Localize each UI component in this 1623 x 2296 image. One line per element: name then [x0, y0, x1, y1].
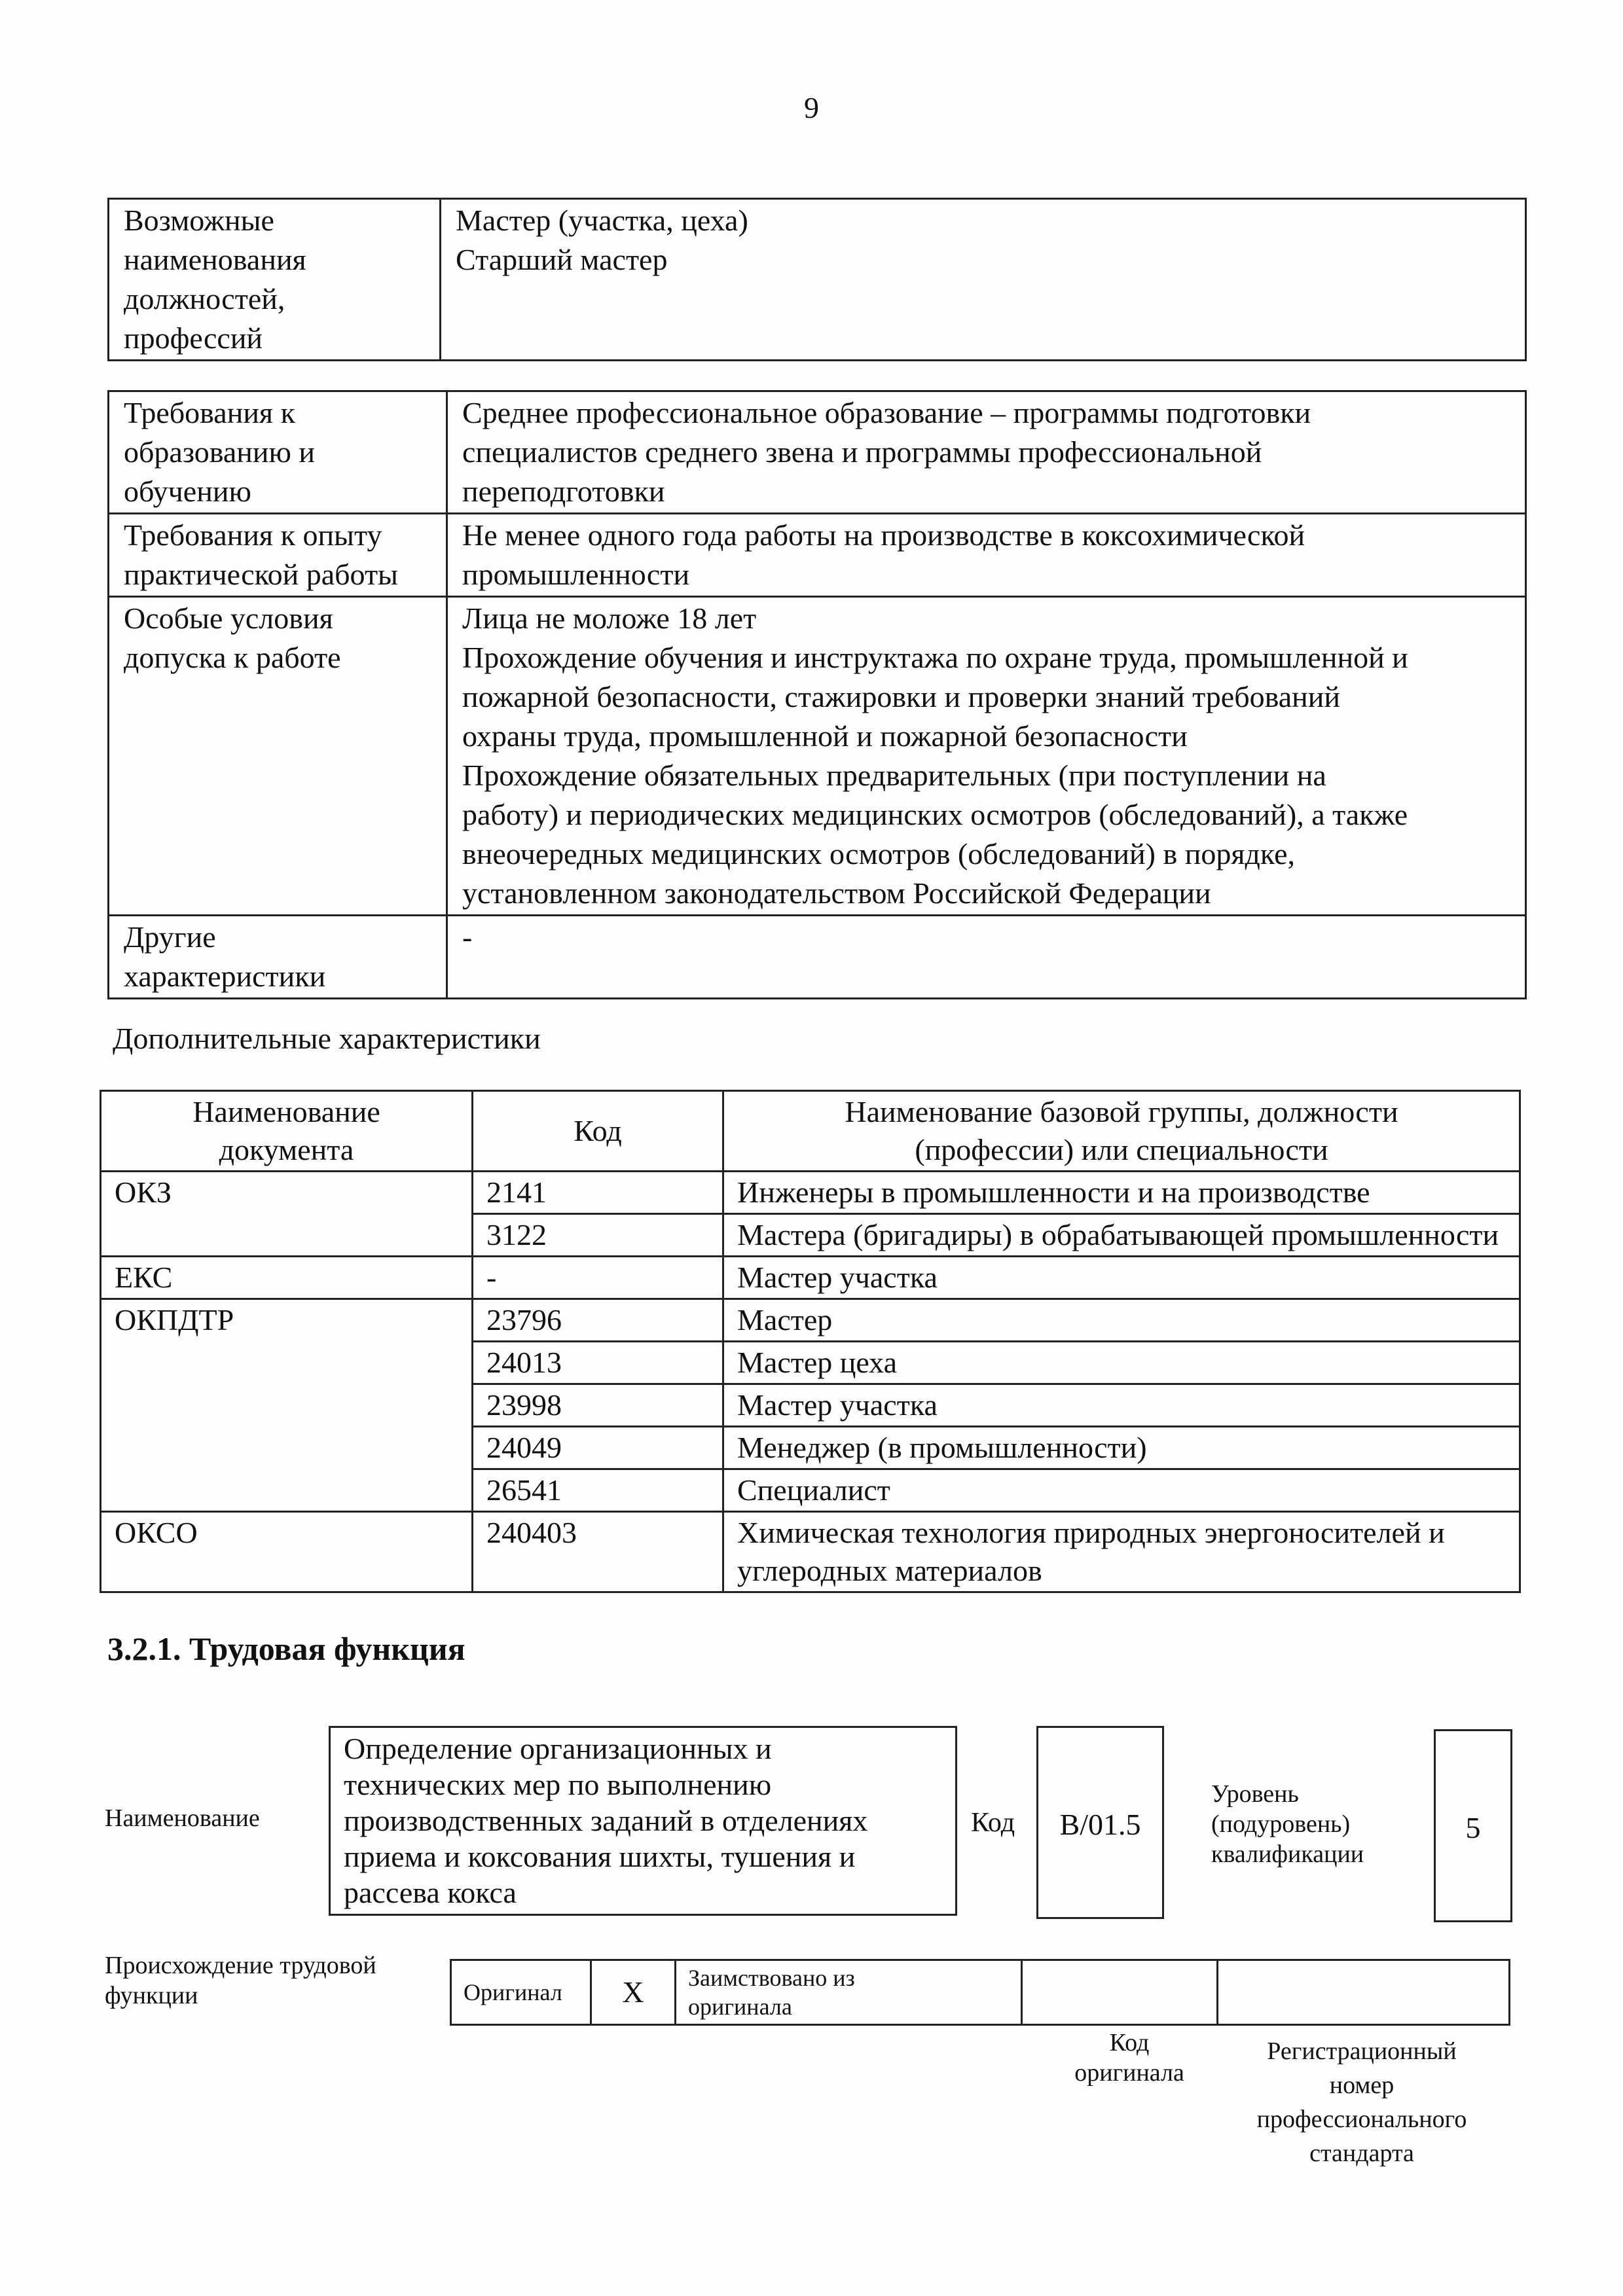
requirement-label: [109, 514, 447, 597]
label-line: Требования к опыту: [124, 518, 382, 552]
value-line: внеочередных медицинских осмотров (обследований) в порядке,: [462, 837, 1296, 870]
function-name-line: приема и коксования шихты, тушения и: [344, 1840, 856, 1873]
function-name-line: рассева кокса: [344, 1876, 517, 1909]
header-line: документа: [219, 1133, 354, 1166]
code-caption: [1051, 2028, 1208, 2088]
value-line: работу) и периодических медицинских осмотров (обследований), а также: [462, 798, 1408, 831]
row-name: Специалист: [723, 1469, 1520, 1512]
borrowed-label-line: оригинала: [688, 1994, 792, 2020]
label-line: Другие: [124, 920, 216, 954]
caption-line: профессионального: [1256, 2106, 1467, 2133]
caption-line: оригинала: [1074, 2059, 1184, 2087]
function-name-line: технических мер по выполнению: [344, 1768, 772, 1801]
positions-label-line: Возможные: [124, 204, 274, 237]
positions-label: [109, 199, 441, 361]
original-mark: X: [591, 1960, 676, 2025]
function-name-label: Наименование: [105, 1804, 260, 1832]
label-line: обучению: [124, 475, 251, 508]
code-value-box: B/01.5: [1036, 1726, 1164, 1919]
row-name: Мастер: [723, 1299, 1520, 1342]
header-code: Код: [473, 1091, 723, 1172]
borrowed-label-line: Заимствовано из: [688, 1965, 855, 1991]
label-line: характеристики: [124, 960, 326, 993]
requirement-value: [447, 391, 1526, 514]
value-line: охраны труда, промышленной и пожарной безопасности: [462, 719, 1188, 753]
row-name: Химическая технология природных энергоносителей и углеродных материалов: [723, 1512, 1520, 1592]
function-name-box: [329, 1726, 957, 1916]
value-line: -: [462, 920, 473, 954]
value-line: Прохождение обучения и инструктажа по охране труда, промышленной и: [462, 641, 1408, 674]
reg-number-cell: [1218, 1960, 1510, 2025]
row-doc: ОКЗ: [101, 1172, 473, 1257]
value-line: пожарной безопасности, стажировки и проверки знаний требований: [462, 680, 1341, 713]
row-name: Мастер участка: [723, 1257, 1520, 1299]
header-name: [723, 1091, 1520, 1172]
caption-line: Регистрационный: [1267, 2037, 1457, 2065]
caption-line: Код: [1109, 2029, 1150, 2056]
requirement-row: [109, 597, 1526, 916]
origin-table: [450, 1959, 1510, 2026]
label-line: Особые условия: [124, 601, 333, 635]
requirement-value: [447, 916, 1526, 999]
value-line: установленном законодательством Российской Федерации: [462, 876, 1211, 910]
requirement-row: [109, 391, 1526, 514]
function-name-line: производственных заданий в отделениях: [344, 1804, 868, 1837]
positions-label-line: профессий: [124, 321, 263, 355]
row-code: 23998: [473, 1384, 723, 1427]
code-label: Код: [971, 1808, 1015, 1838]
position-value: Мастер (участка, цеха): [456, 204, 748, 237]
reg-caption: [1218, 2034, 1506, 2170]
label-line: образованию и: [124, 435, 315, 469]
additional-table: [100, 1090, 1521, 1593]
row-name: Менеджер (в промышленности): [723, 1427, 1520, 1469]
row-code: 2141: [473, 1172, 723, 1214]
positions-label-line: наименования: [124, 243, 306, 276]
row-code: 23796: [473, 1299, 723, 1342]
row-code: 24013: [473, 1342, 723, 1384]
requirement-value: [447, 597, 1526, 916]
header-document: [101, 1091, 473, 1172]
requirements-table: [107, 390, 1527, 999]
table-row: [101, 1512, 1520, 1592]
level-label: [1211, 1779, 1364, 1869]
requirement-row: [109, 916, 1526, 999]
row-code: 240403: [473, 1512, 723, 1592]
table-row: [101, 1299, 1520, 1342]
row-code: 26541: [473, 1469, 723, 1512]
header-line: Наименование: [192, 1095, 380, 1128]
position-value: Старший мастер: [456, 243, 668, 276]
positions-label-line: должностей,: [124, 282, 285, 315]
level-label-line: квалификации: [1211, 1840, 1364, 1868]
borrowed-label: [676, 1960, 1022, 2025]
row-name: Мастера (бригадиры) в обрабатывающей промышленности: [723, 1214, 1520, 1257]
origin-label-line: функции: [105, 1982, 198, 2009]
row-code: -: [473, 1257, 723, 1299]
value-line: Не менее одного года работы на производстве в коксохимической: [462, 518, 1305, 552]
requirement-label: [109, 916, 447, 999]
positions-table: [107, 198, 1527, 361]
origin-label-line: Происхождение трудовой: [105, 1952, 376, 1979]
requirement-label: [109, 391, 447, 514]
value-line: переподготовки: [462, 475, 665, 508]
row-doc: ЕКС: [101, 1257, 473, 1299]
requirement-label: [109, 597, 447, 916]
row-name: Инженеры в промышленности и на производстве: [723, 1172, 1520, 1214]
value-line: Лица не моложе 18 лет: [462, 601, 757, 635]
caption-line: номер: [1329, 2072, 1395, 2099]
value-line: Прохождение обязательных предварительных (при поступлении на: [462, 759, 1326, 792]
table-row: [101, 1172, 1520, 1214]
level-label-line: (подуровень): [1211, 1810, 1351, 1838]
origin-label: [105, 1950, 376, 2011]
caption-line: стандарта: [1309, 2140, 1414, 2167]
additional-title: Дополнительные характеристики: [113, 1022, 541, 1055]
table-row: [101, 1257, 1520, 1299]
requirement-value: [447, 514, 1526, 597]
positions-values: [441, 199, 1526, 361]
value-line: промышленности: [462, 558, 690, 591]
function-heading: 3.2.1. Трудовая функция: [107, 1630, 465, 1667]
label-line: Требования к: [124, 396, 295, 429]
requirement-row: [109, 514, 1526, 597]
level-label-line: Уровень: [1211, 1780, 1299, 1808]
label-line: практической работы: [124, 558, 398, 591]
row-code: 24049: [473, 1427, 723, 1469]
row-doc: ОКПДТР: [101, 1299, 473, 1512]
header-line: Наименование базовой группы, должности: [845, 1095, 1398, 1128]
row-doc: ОКСО: [101, 1512, 473, 1592]
function-name-line: Определение организационных и: [344, 1732, 772, 1765]
level-value-box: 5: [1434, 1729, 1512, 1922]
original-label: Оригинал: [451, 1960, 591, 2025]
value-line: Среднее профессиональное образование – программы подготовки: [462, 396, 1311, 429]
header-line: (профессии) или специальности: [915, 1133, 1328, 1166]
page-number: 9: [804, 91, 819, 124]
additional-header-row: [101, 1091, 1520, 1172]
row-code: 3122: [473, 1214, 723, 1257]
row-name: Мастер цеха: [723, 1342, 1520, 1384]
row-name: Мастер участка: [723, 1384, 1520, 1427]
original-code-cell: [1022, 1960, 1218, 2025]
label-line: допуска к работе: [124, 641, 341, 674]
value-line: специалистов среднего звена и программы профессиональной: [462, 435, 1262, 469]
